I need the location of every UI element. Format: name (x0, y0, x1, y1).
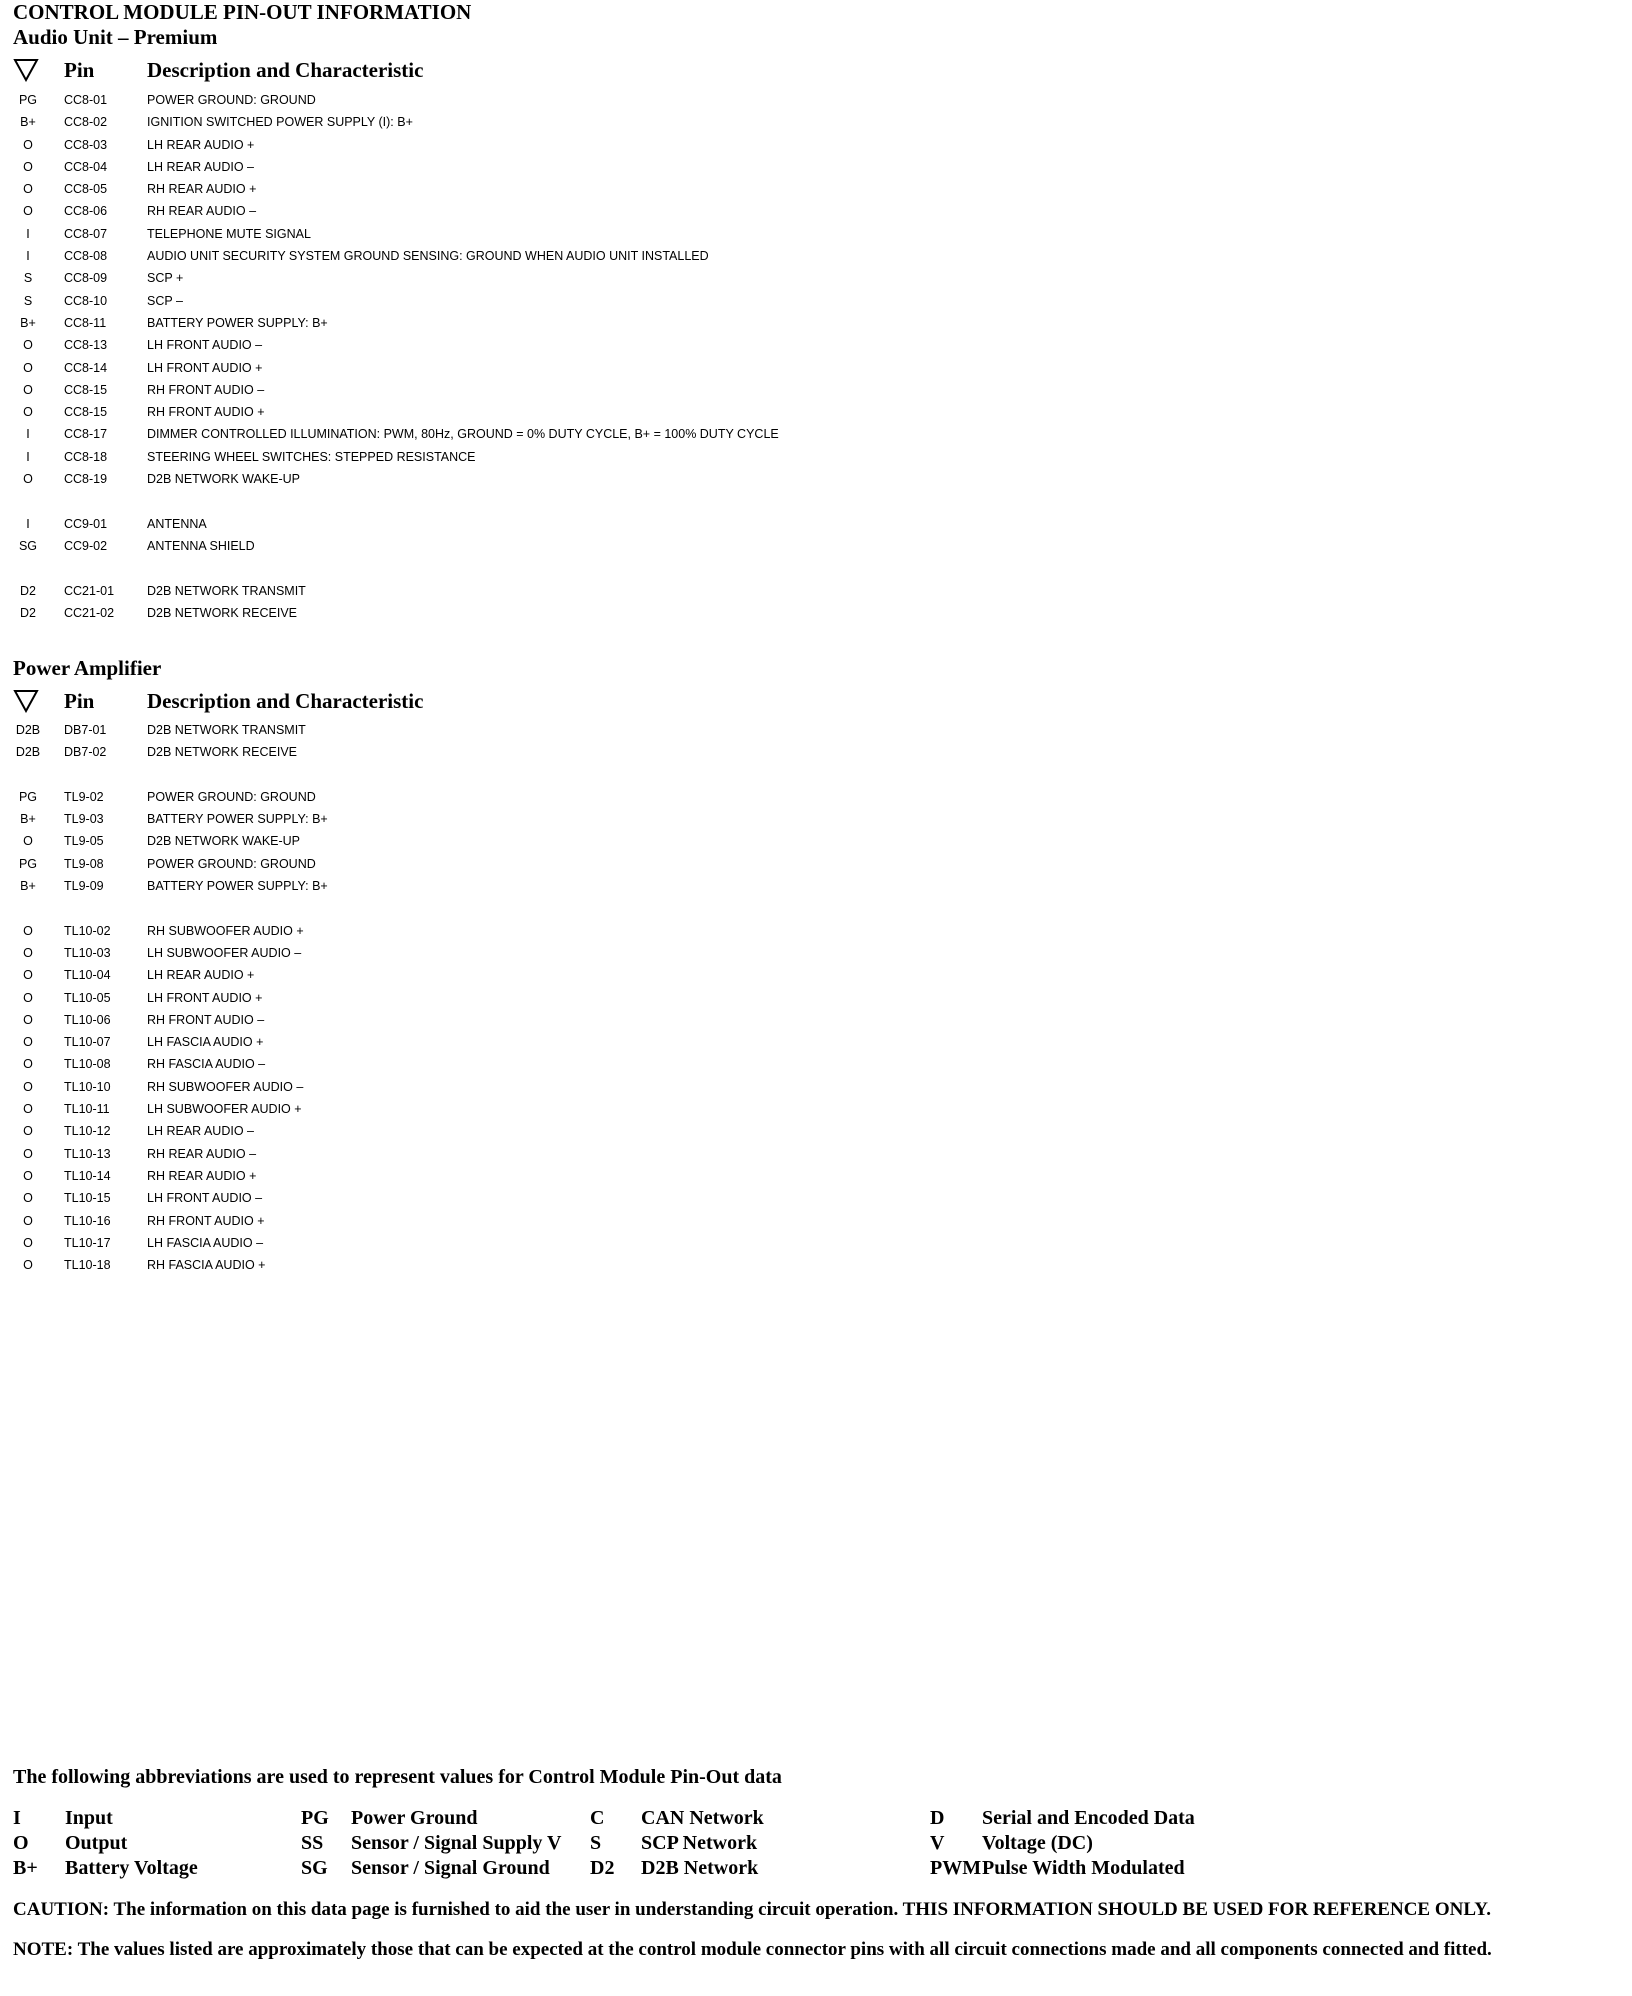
pin-id-cell: CC8-14 (64, 360, 108, 375)
section-title-audio-unit: Audio Unit – Premium (13, 25, 218, 49)
pin-description-cell: LH REAR AUDIO + (147, 968, 255, 983)
pin-type-cell: O (23, 204, 33, 219)
pin-description-cell: AUDIO UNIT SECURITY SYSTEM GROUND SENSING: GROUND WHEN AUDIO UNIT INSTALLED (147, 249, 709, 264)
pin-id-cell: CC9-02 (64, 538, 108, 553)
note-text: NOTE: The values listed are approximately those that can be expected at the control module connector pins with all circuit connections made and all components connected and fitted. (13, 1939, 1492, 1960)
table-row (13, 468, 1013, 490)
table-row (13, 535, 1013, 557)
pin-type-cell: O (23, 338, 33, 353)
abbreviation-code: V (930, 1832, 945, 1854)
pin-description-cell: RH REAR AUDIO + (147, 182, 257, 197)
table-row (13, 200, 1013, 222)
pin-description-cell: LH FRONT AUDIO + (147, 990, 263, 1005)
table-row (13, 223, 1013, 245)
table-row (13, 987, 1013, 1009)
pin-description-cell: D2B NETWORK TRANSMIT (147, 583, 306, 598)
pin-type-cell: O (23, 405, 33, 420)
row-spacer (13, 557, 1013, 579)
pin-type-cell: O (23, 1035, 33, 1050)
pin-type-cell: B+ (20, 315, 36, 330)
pin-type-cell: I (26, 226, 30, 241)
pin-id-cell: CC8-06 (64, 204, 108, 219)
table-row (13, 1210, 1013, 1232)
pin-id-cell: CC8-03 (64, 137, 108, 152)
table-row (13, 401, 1013, 423)
pin-description-cell: STEERING WHEEL SWITCHES: STEPPED RESISTANCE (147, 449, 476, 464)
pin-type-cell: O (23, 1213, 33, 1228)
pin-description-cell: ANTENNA (147, 516, 207, 531)
pin-description-cell: ANTENNA SHIELD (147, 538, 255, 553)
pin-description-cell: D2B NETWORK RECEIVE (147, 745, 298, 760)
table-row (13, 1232, 1013, 1254)
pin-description-cell: BATTERY POWER SUPPLY: B+ (147, 879, 328, 894)
pin-id-cell: TL10-18 (64, 1258, 111, 1273)
table-row (13, 1120, 1013, 1142)
triangle-type-icon (13, 689, 39, 713)
abbreviation-meaning: Serial and Encoded Data (982, 1807, 1195, 1829)
table-row (13, 830, 1013, 852)
pin-id-cell: CC8-02 (64, 115, 108, 130)
pin-table-audio-unit (13, 89, 1013, 624)
pin-id-cell: TL10-07 (64, 1035, 111, 1050)
pin-type-cell: O (23, 968, 33, 983)
abbreviation-meaning: Sensor / Signal Supply V (351, 1832, 562, 1854)
pin-description-cell: POWER GROUND: GROUND (147, 93, 316, 107)
abbreviation-meaning: Input (65, 1807, 113, 1829)
abbreviation-meaning: Sensor / Signal Ground (351, 1857, 550, 1879)
pin-description-cell: LH FASCIA AUDIO – (147, 1235, 264, 1250)
pin-description-cell: RH FASCIA AUDIO + (147, 1258, 266, 1273)
pin-type-cell: O (23, 945, 33, 960)
table-row (13, 513, 1013, 535)
pin-type-cell: O (23, 1102, 33, 1117)
pin-id-cell: CC8-15 (64, 382, 108, 397)
pin-type-cell: O (23, 382, 33, 397)
abbreviation-meaning: Power Ground (351, 1807, 478, 1829)
pin-type-cell: PG (18, 856, 38, 871)
pin-description-cell: LH SUBWOOFER AUDIO + (147, 1102, 302, 1117)
pin-type-cell: D2 (20, 605, 36, 620)
table-row (13, 875, 1013, 897)
row-spacer (13, 764, 1013, 786)
pin-type-cell: D2 (20, 583, 36, 598)
pin-description-cell: D2B NETWORK TRANSMIT (147, 723, 306, 737)
abbreviations-intro: The following abbreviations are used to represent values for Control Module Pin-Out data (13, 1766, 782, 1788)
table-row (13, 156, 1013, 178)
table-row (13, 111, 1013, 133)
pin-type-cell: O (23, 1235, 33, 1250)
pin-type-cell: I (26, 516, 30, 531)
table-row (13, 1053, 1013, 1075)
pin-description-cell: RH FRONT AUDIO – (147, 382, 265, 397)
pin-id-cell: CC8-13 (64, 338, 108, 353)
abbreviation-meaning: Output (65, 1832, 128, 1854)
pin-type-cell: S (23, 293, 33, 308)
table-row (13, 446, 1013, 468)
abbreviation-code: D2 (590, 1857, 615, 1879)
pin-description-cell: LH SUBWOOFER AUDIO – (147, 945, 302, 960)
pin-description-cell: DIMMER CONTROLLED ILLUMINATION: PWM, 80Hz, GROUND = 0% DUTY CYCLE, B+ = 100% DUTY CYCLE (147, 427, 779, 442)
table-row (13, 580, 1013, 602)
pin-type-cell: O (23, 1258, 33, 1273)
pin-id-cell: DB7-02 (64, 745, 107, 760)
pin-id-cell: TL10-05 (64, 990, 111, 1005)
abbreviation-code: C (590, 1807, 605, 1829)
pin-id-cell: TL10-04 (64, 968, 111, 983)
abbreviation-code: SG (301, 1857, 328, 1879)
pin-id-cell: CC8-08 (64, 249, 108, 264)
pinout-page (13, 0, 1619, 1996)
table-row (13, 1076, 1013, 1098)
pin-type-cell: O (23, 360, 33, 375)
table-row (13, 741, 1013, 763)
caution-text: CAUTION: The information on this data page is furnished to aid the user in understanding circuit operation. THIS INFORMATION SHOULD BE USED FOR REFERENCE ONLY. (13, 1899, 1492, 1920)
column-header-pin: Pin (64, 58, 95, 82)
table-row (13, 178, 1013, 200)
pin-id-cell: CC8-04 (64, 159, 108, 174)
abbreviation-code: SS (301, 1832, 324, 1854)
pin-description-cell: RH FRONT AUDIO – (147, 1012, 265, 1027)
pin-type-cell: I (26, 249, 30, 264)
pin-type-cell: B+ (20, 812, 36, 827)
pin-table-power-amplifier (13, 719, 1013, 1276)
pin-type-cell: O (23, 990, 33, 1005)
abbreviation-meaning: Battery Voltage (65, 1857, 198, 1879)
pin-id-cell: TL9-05 (64, 834, 104, 849)
pin-description-cell: BATTERY POWER SUPPLY: B+ (147, 812, 328, 827)
table-row (13, 1254, 1013, 1276)
pin-type-cell: S (23, 271, 33, 286)
pin-type-cell: O (23, 834, 33, 849)
pin-type-cell: PG (18, 93, 38, 107)
table-row (13, 267, 1013, 289)
table-row (13, 853, 1013, 875)
pin-id-cell: CC8-05 (64, 182, 108, 197)
abbreviation-code: I (13, 1807, 21, 1829)
table-row (13, 334, 1013, 356)
pin-type-cell: I (26, 427, 30, 442)
table-row (13, 357, 1013, 379)
pin-id-cell: DB7-01 (64, 723, 107, 737)
table-row (13, 1143, 1013, 1165)
pin-description-cell: RH SUBWOOFER AUDIO + (147, 923, 304, 938)
pin-description-cell: LH FRONT AUDIO + (147, 360, 263, 375)
pin-description-cell: RH REAR AUDIO + (147, 1168, 257, 1183)
pin-description-cell: RH REAR AUDIO – (147, 1146, 257, 1161)
table-row (13, 290, 1013, 312)
pin-id-cell: TL10-14 (64, 1168, 111, 1183)
table-row (13, 1098, 1013, 1120)
pin-id-cell: CC21-02 (64, 605, 115, 620)
pin-id-cell: TL10-08 (64, 1057, 111, 1072)
pin-type-cell: O (23, 1146, 33, 1161)
table-row (13, 1009, 1013, 1031)
pin-id-cell: TL9-03 (64, 812, 104, 827)
pin-type-cell: O (23, 159, 33, 174)
pin-description-cell: IGNITION SWITCHED POWER SUPPLY (I): B+ (147, 115, 413, 130)
table-row (13, 245, 1013, 267)
pin-type-cell: SG (18, 538, 38, 553)
pin-id-cell: CC8-15 (64, 405, 108, 420)
pin-id-cell: CC8-17 (64, 427, 108, 442)
pin-description-cell: RH REAR AUDIO – (147, 204, 257, 219)
table-row (13, 920, 1013, 942)
pin-id-cell: CC8-07 (64, 226, 108, 241)
row-spacer (13, 490, 1013, 512)
abbreviation-code: S (590, 1832, 602, 1854)
pin-type-cell: O (23, 182, 33, 197)
table-header-audio-unit (13, 57, 613, 83)
pin-id-cell: TL10-10 (64, 1079, 111, 1094)
abbreviation-meaning: Voltage (DC) (982, 1832, 1093, 1854)
pin-type-cell: O (23, 923, 33, 938)
pin-description-cell: RH SUBWOOFER AUDIO – (147, 1079, 304, 1094)
pin-id-cell: TL10-02 (64, 923, 111, 938)
table-row (13, 964, 1013, 986)
pin-id-cell: TL10-16 (64, 1213, 111, 1228)
abbreviation-meaning: Pulse Width Modulated (982, 1857, 1185, 1879)
pin-id-cell: TL10-17 (64, 1235, 111, 1250)
pin-description-cell: D2B NETWORK RECEIVE (147, 605, 298, 620)
column-header-description: Description and Characteristic (147, 689, 424, 713)
pin-description-cell: LH FRONT AUDIO – (147, 338, 263, 353)
pin-id-cell: CC9-01 (64, 516, 108, 531)
pin-id-cell: TL9-08 (64, 856, 104, 871)
abbreviation-meaning: CAN Network (641, 1807, 764, 1829)
pin-description-cell: RH FRONT AUDIO + (147, 1213, 265, 1228)
pin-id-cell: CC8-09 (64, 271, 108, 286)
pin-id-cell: CC8-01 (64, 93, 108, 107)
column-header-pin: Pin (64, 689, 95, 713)
pin-type-cell: D2B (15, 745, 41, 760)
row-spacer (13, 897, 1013, 919)
pin-id-cell: CC8-19 (64, 472, 108, 487)
pin-description-cell: D2B NETWORK WAKE-UP (147, 834, 301, 849)
table-row (13, 786, 1013, 808)
abbreviations-legend (13, 1806, 1619, 1882)
abbreviation-code: D (930, 1807, 945, 1829)
abbreviation-meaning: D2B Network (641, 1857, 759, 1879)
table-row (13, 1031, 1013, 1053)
pin-description-cell: RH FRONT AUDIO + (147, 405, 265, 420)
table-row (13, 719, 1013, 741)
pin-description-cell: SCP – (147, 293, 183, 308)
table-row (13, 1165, 1013, 1187)
document-title: CONTROL MODULE PIN-OUT INFORMATION (13, 0, 472, 24)
pin-type-cell: O (23, 1012, 33, 1027)
pin-type-cell: I (26, 449, 30, 464)
pin-id-cell: TL10-03 (64, 945, 111, 960)
column-header-description: Description and Characteristic (147, 58, 424, 82)
table-row (13, 379, 1013, 401)
pin-type-cell: O (23, 1079, 33, 1094)
table-row (13, 423, 1013, 445)
pin-type-cell: O (23, 1124, 33, 1139)
pin-type-cell: B+ (20, 879, 36, 894)
table-row (13, 89, 1013, 111)
pin-type-cell: O (23, 137, 33, 152)
pin-description-cell: POWER GROUND: GROUND (147, 856, 316, 871)
pin-type-cell: O (23, 1057, 33, 1072)
pin-description-cell: LH REAR AUDIO – (147, 159, 254, 174)
pin-id-cell: CC21-01 (64, 583, 115, 598)
pin-id-cell: CC8-10 (64, 293, 108, 308)
abbreviation-code: PWM (930, 1857, 982, 1879)
table-row (13, 602, 1013, 624)
pin-description-cell: LH FASCIA AUDIO + (147, 1035, 264, 1050)
section-title-power-amplifier: Power Amplifier (13, 656, 162, 680)
pin-description-cell: D2B NETWORK WAKE-UP (147, 472, 301, 487)
pin-description-cell: RH FASCIA AUDIO – (147, 1057, 266, 1072)
pin-description-cell: LH REAR AUDIO – (147, 1124, 254, 1139)
pin-description-cell: POWER GROUND: GROUND (147, 789, 316, 804)
pin-id-cell: TL10-15 (64, 1191, 111, 1206)
pin-id-cell: TL9-02 (64, 789, 104, 804)
pin-description-cell: LH FRONT AUDIO – (147, 1191, 263, 1206)
pin-type-cell: O (23, 1191, 33, 1206)
pin-type-cell: D2B (15, 723, 41, 737)
abbreviation-meaning: SCP Network (641, 1832, 758, 1854)
triangle-type-icon (13, 58, 39, 82)
pin-id-cell: TL9-09 (64, 879, 104, 894)
table-row (13, 312, 1013, 334)
pin-type-cell: O (23, 472, 33, 487)
abbreviation-code: O (13, 1832, 29, 1854)
pin-type-cell: O (23, 1168, 33, 1183)
pin-id-cell: TL10-11 (64, 1102, 110, 1117)
pin-description-cell: SCP + (147, 271, 184, 286)
pin-description-cell: TELEPHONE MUTE SIGNAL (147, 226, 311, 241)
pin-id-cell: CC8-11 (64, 315, 107, 330)
pin-id-cell: CC8-18 (64, 449, 108, 464)
pin-type-cell: B+ (20, 115, 36, 130)
pin-id-cell: TL10-13 (64, 1146, 111, 1161)
abbreviation-code: PG (301, 1807, 329, 1829)
table-header-power-amplifier (13, 688, 613, 714)
pin-description-cell: LH REAR AUDIO + (147, 137, 255, 152)
pin-description-cell: BATTERY POWER SUPPLY: B+ (147, 315, 328, 330)
table-row (13, 942, 1013, 964)
table-row (13, 134, 1013, 156)
table-row (13, 808, 1013, 830)
table-row (13, 1187, 1013, 1209)
pin-id-cell: TL10-06 (64, 1012, 111, 1027)
pin-type-cell: PG (18, 789, 38, 804)
abbreviation-code: B+ (13, 1857, 38, 1879)
pin-id-cell: TL10-12 (64, 1124, 111, 1139)
